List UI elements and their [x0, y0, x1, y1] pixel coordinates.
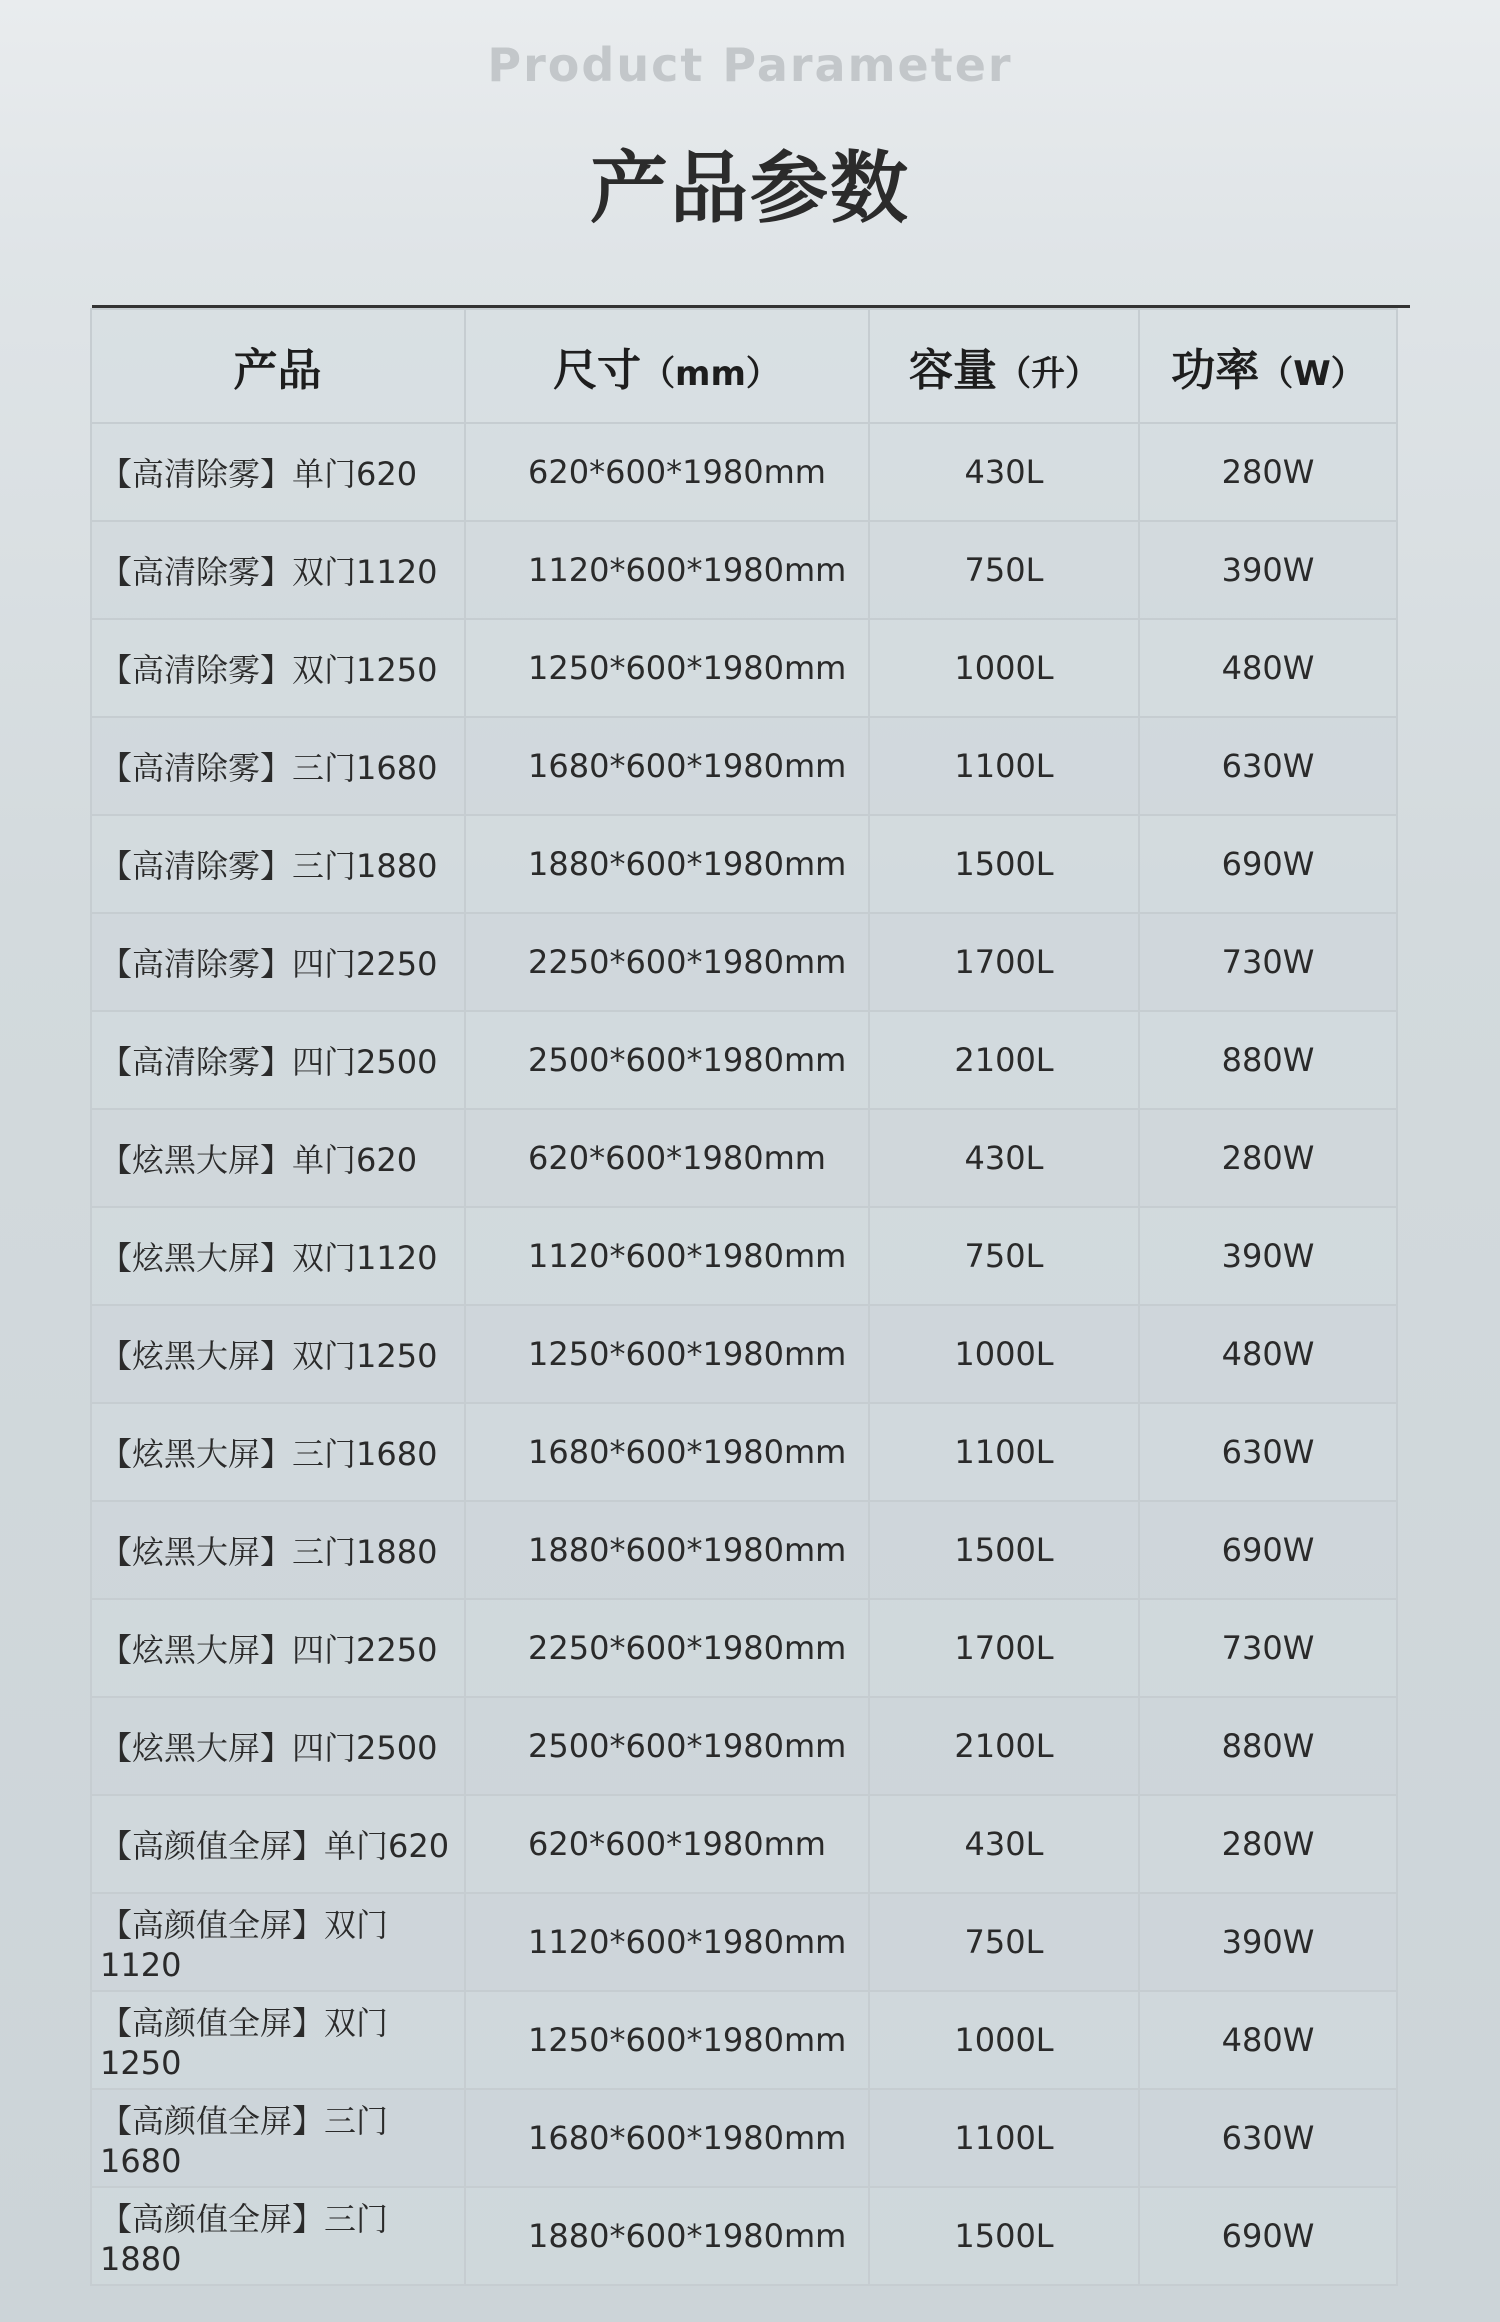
cell-power: 630W — [1139, 1403, 1397, 1501]
column-header-product — [91, 309, 465, 423]
cell-product: 【高颜值全屏】双门1250 — [91, 1991, 465, 2089]
cell-product: 【炫黑大屏】四门2500 — [91, 1697, 465, 1795]
table-row — [91, 815, 1397, 913]
cell-power: 280W — [1139, 1795, 1397, 1893]
cell-power: 690W — [1139, 815, 1397, 913]
table-header-row — [91, 309, 1397, 423]
table-row — [91, 1403, 1397, 1501]
cell-product: 【高颜值全屏】三门1880 — [91, 2187, 465, 2285]
table-row — [91, 1599, 1397, 1697]
table-row — [91, 1991, 1397, 2089]
column-header-label: 容量 — [909, 345, 997, 396]
table-row — [91, 1501, 1397, 1599]
table-row — [91, 1109, 1397, 1207]
cell-product: 【高清除雾】四门2500 — [91, 1011, 465, 1109]
cell-power: 280W — [1139, 423, 1397, 521]
cell-size: 1250*600*1980mm — [465, 1305, 869, 1403]
cell-capacity: 750L — [869, 521, 1139, 619]
cell-product: 【炫黑大屏】双门1250 — [91, 1305, 465, 1403]
page-title: 产品参数 — [589, 144, 910, 234]
cell-capacity: 750L — [869, 1207, 1139, 1305]
table-row — [91, 2187, 1397, 2285]
cell-product: 【炫黑大屏】双门1120 — [91, 1207, 465, 1305]
column-header-label: 功率 — [1171, 345, 1260, 396]
cell-size: 1880*600*1980mm — [465, 815, 869, 913]
cell-capacity: 1100L — [869, 2089, 1139, 2187]
table-row — [91, 1011, 1397, 1109]
cell-capacity: 1500L — [869, 2187, 1139, 2285]
cell-power: 480W — [1139, 1991, 1397, 2089]
cell-size: 1680*600*1980mm — [465, 717, 869, 815]
cell-product: 【高清除雾】三门1880 — [91, 815, 465, 913]
cell-capacity: 2100L — [869, 1697, 1139, 1795]
cell-power: 730W — [1139, 913, 1397, 1011]
cell-capacity: 1000L — [869, 1305, 1139, 1403]
cell-power: 880W — [1139, 1697, 1397, 1795]
table-row — [91, 521, 1397, 619]
cell-power: 480W — [1139, 619, 1397, 717]
cell-size: 2500*600*1980mm — [465, 1011, 869, 1109]
cell-size: 1250*600*1980mm — [465, 1991, 869, 2089]
cell-capacity: 430L — [869, 1109, 1139, 1207]
cell-power: 690W — [1139, 1501, 1397, 1599]
table-row — [91, 1305, 1397, 1403]
cell-power: 390W — [1139, 1207, 1397, 1305]
cell-capacity: 1700L — [869, 1599, 1139, 1697]
cell-power: 480W — [1139, 1305, 1397, 1403]
table-row — [91, 913, 1397, 1011]
cell-size: 1680*600*1980mm — [465, 1403, 869, 1501]
cell-capacity: 1000L — [869, 1991, 1139, 2089]
cell-power: 730W — [1139, 1599, 1397, 1697]
cell-power: 390W — [1139, 1893, 1397, 1991]
cell-size: 620*600*1980mm — [465, 1795, 869, 1893]
cell-power: 880W — [1139, 1011, 1397, 1109]
cell-product: 【高清除雾】四门2250 — [91, 913, 465, 1011]
table-row — [91, 2089, 1397, 2187]
cell-product: 【炫黑大屏】三门1680 — [91, 1403, 465, 1501]
cell-size: 1120*600*1980mm — [465, 521, 869, 619]
cell-size: 1880*600*1980mm — [465, 2187, 869, 2285]
cell-product: 【高颜值全屏】单门620 — [91, 1795, 465, 1893]
cell-product: 【炫黑大屏】三门1880 — [91, 1501, 465, 1599]
cell-size: 2250*600*1980mm — [465, 1599, 869, 1697]
cell-product: 【高清除雾】双门1250 — [91, 619, 465, 717]
table-row — [91, 1893, 1397, 1991]
cell-power: 280W — [1139, 1109, 1397, 1207]
cell-power: 390W — [1139, 521, 1397, 619]
cell-power: 690W — [1139, 2187, 1397, 2285]
cell-capacity: 430L — [869, 423, 1139, 521]
parameter-table — [90, 308, 1398, 2286]
cell-capacity: 1500L — [869, 815, 1139, 913]
column-header-label: 尺寸 — [553, 345, 642, 396]
table-row — [91, 1697, 1397, 1795]
table-row — [91, 619, 1397, 717]
column-header-label: 产品 — [233, 345, 322, 396]
cell-size: 620*600*1980mm — [465, 423, 869, 521]
cell-product: 【高清除雾】双门1120 — [91, 521, 465, 619]
column-header-unit: （升） — [997, 354, 1099, 394]
cell-size: 1120*600*1980mm — [465, 1207, 869, 1305]
cell-capacity: 1100L — [869, 717, 1139, 815]
column-header-size — [465, 309, 869, 423]
cell-size: 620*600*1980mm — [465, 1109, 869, 1207]
cell-power: 630W — [1139, 717, 1397, 815]
cell-capacity: 2100L — [869, 1011, 1139, 1109]
cell-size: 1250*600*1980mm — [465, 619, 869, 717]
cell-product: 【高清除雾】三门1680 — [91, 717, 465, 815]
cell-capacity: 1100L — [869, 1403, 1139, 1501]
column-header-unit: （W） — [1259, 354, 1365, 394]
cell-size: 1680*600*1980mm — [465, 2089, 869, 2187]
cell-product: 【炫黑大屏】四门2250 — [91, 1599, 465, 1697]
cell-product: 【高清除雾】单门620 — [91, 423, 465, 521]
table-row — [91, 717, 1397, 815]
table-row — [91, 1795, 1397, 1893]
column-header-capacity — [869, 309, 1139, 423]
cell-product: 【高颜值全屏】双门1120 — [91, 1893, 465, 1991]
cell-capacity: 430L — [869, 1795, 1139, 1893]
column-header-unit: （mm） — [641, 354, 780, 394]
cell-power: 630W — [1139, 2089, 1397, 2187]
cell-capacity: 1500L — [869, 1501, 1139, 1599]
table-row — [91, 423, 1397, 521]
cell-size: 1880*600*1980mm — [465, 1501, 869, 1599]
subtitle: Product Parameter — [487, 38, 1013, 92]
cell-product: 【炫黑大屏】单门620 — [91, 1109, 465, 1207]
cell-capacity: 1700L — [869, 913, 1139, 1011]
cell-size: 2250*600*1980mm — [465, 913, 869, 1011]
cell-size: 2500*600*1980mm — [465, 1697, 869, 1795]
column-header-power — [1139, 309, 1397, 423]
cell-product: 【高颜值全屏】三门1680 — [91, 2089, 465, 2187]
table-row — [91, 1207, 1397, 1305]
cell-capacity: 1000L — [869, 619, 1139, 717]
cell-size: 1120*600*1980mm — [465, 1893, 869, 1991]
cell-capacity: 750L — [869, 1893, 1139, 1991]
